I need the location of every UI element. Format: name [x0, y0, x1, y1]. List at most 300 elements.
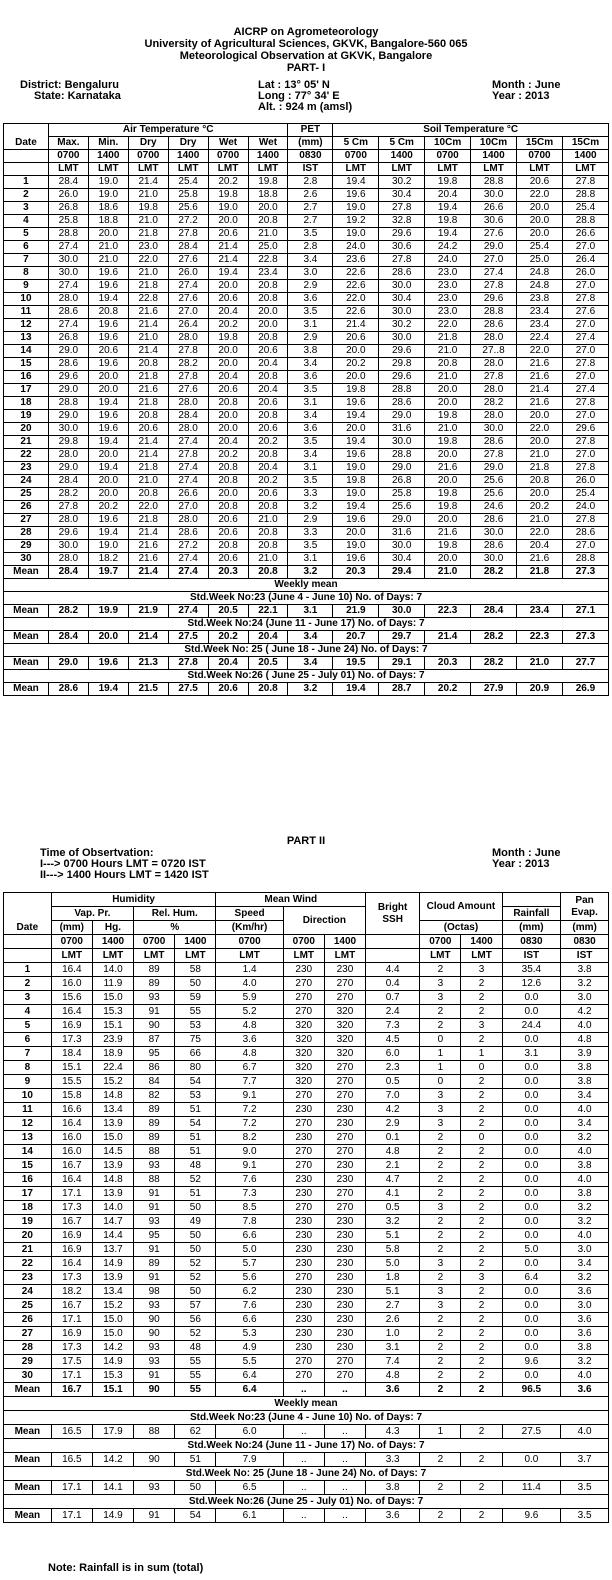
value-cell: 2: [420, 1187, 461, 1201]
value-cell: 20.0: [425, 475, 471, 488]
value-cell: 230: [324, 1103, 365, 1117]
value-cell: 3: [461, 1019, 502, 1033]
weekly-mean-cell: 27.8: [168, 657, 208, 670]
column-time-header: 0700: [333, 150, 379, 163]
table-row: [4, 1243, 609, 1257]
table-row: [4, 332, 609, 345]
value-cell: 19.4: [88, 293, 128, 306]
value-cell: 270: [283, 1201, 324, 1215]
value-cell: 3.6: [216, 1033, 283, 1047]
value-cell: 24.8: [517, 280, 563, 293]
value-cell: 3.9: [561, 1047, 609, 1061]
value-cell: 16.0: [51, 1131, 92, 1145]
value-cell: 28.4: [168, 241, 208, 254]
date-cell: 2: [4, 189, 49, 202]
value-cell: 28.6: [48, 306, 88, 319]
value-cell: 2: [461, 1089, 502, 1103]
weekly-mean-row: [4, 683, 609, 696]
column-time-header: 1400: [562, 150, 608, 163]
weekly-mean-cell: 16.5: [51, 1453, 92, 1467]
value-cell: 270: [283, 1117, 324, 1131]
value-cell: 27.8: [168, 449, 208, 462]
value-cell: 28.0: [471, 332, 517, 345]
table-row: [4, 1005, 609, 1019]
value-cell: 21.0: [425, 345, 471, 358]
value-cell: 31.6: [379, 527, 425, 540]
value-cell: 3: [420, 1285, 461, 1299]
value-cell: 22.0: [425, 319, 471, 332]
value-cell: 21.0: [425, 423, 471, 436]
value-cell: 58: [175, 963, 216, 977]
value-cell: 13.4: [92, 1285, 133, 1299]
value-cell: 230: [324, 1341, 365, 1355]
column-time-header: 1400: [175, 935, 216, 949]
column-unit-header: LMT: [333, 163, 379, 176]
weekly-mean-cell: ..: [283, 1453, 324, 1467]
value-cell: 14.5: [92, 1145, 133, 1159]
value-cell: 20.4: [248, 462, 288, 475]
value-cell: 21.4: [128, 449, 168, 462]
value-cell: 20.8: [248, 293, 288, 306]
value-cell: 3.3: [288, 527, 333, 540]
value-cell: 28.8: [471, 176, 517, 189]
column-unit-header: LMT: [425, 163, 471, 176]
value-cell: 29.8: [48, 436, 88, 449]
value-cell: 19.6: [333, 449, 379, 462]
value-cell: 25.8: [379, 488, 425, 501]
value-cell: 6.4: [216, 1369, 283, 1383]
value-cell: 0.0: [502, 1033, 561, 1047]
value-cell: 21.0: [128, 215, 168, 228]
value-cell: 19.6: [333, 553, 379, 566]
value-cell: 30.0: [379, 332, 425, 345]
table-row: [4, 1229, 609, 1243]
value-cell: 2: [420, 1131, 461, 1145]
value-cell: 21.4: [128, 436, 168, 449]
rainfall-unit: (mm): [502, 921, 561, 935]
value-cell: 91: [134, 1271, 175, 1285]
value-cell: 20.2: [208, 319, 248, 332]
value-cell: 28.8: [562, 553, 608, 566]
std-week-label-cell: Std.Week No:26 (June 25 - July 01) No. of Days: 7: [4, 1495, 609, 1509]
weekly-mean-cell: 93: [134, 1481, 175, 1495]
column-name-header: Dry: [168, 137, 208, 150]
value-cell: 19.4: [333, 176, 379, 189]
value-cell: 28.6: [471, 319, 517, 332]
column-name-header: 5 Cm: [333, 137, 379, 150]
value-cell: 27.4: [168, 553, 208, 566]
value-cell: 270: [283, 977, 324, 991]
value-cell: 17.1: [51, 1187, 92, 1201]
date-cell: 5: [4, 1019, 52, 1033]
value-cell: 18.2: [88, 553, 128, 566]
value-cell: 3.6: [288, 371, 333, 384]
value-cell: 2: [461, 1005, 502, 1019]
value-cell: 27.8: [168, 345, 208, 358]
value-cell: 17.3: [51, 1033, 92, 1047]
value-cell: 27.0: [562, 410, 608, 423]
value-cell: 28.4: [168, 410, 208, 423]
value-cell: 15.0: [92, 1131, 133, 1145]
table-row: [4, 280, 609, 293]
value-cell: 2: [461, 1187, 502, 1201]
table-row: [4, 436, 609, 449]
value-cell: 21.4: [208, 254, 248, 267]
weekly-mean-row: [4, 631, 609, 644]
date-cell: 28: [4, 1341, 52, 1355]
value-cell: 2.9: [288, 332, 333, 345]
value-cell: 20.8: [128, 358, 168, 371]
value-cell: 29.0: [48, 345, 88, 358]
value-cell: 19.6: [333, 514, 379, 527]
value-cell: 21.4: [517, 384, 563, 397]
value-cell: 86: [134, 1061, 175, 1075]
value-cell: 0.0: [502, 1229, 561, 1243]
value-cell: 230: [283, 1243, 324, 1257]
value-cell: 14.9: [92, 1355, 133, 1369]
weekly-mean-cell: 21.9: [128, 605, 168, 618]
value-cell: 17.1: [51, 1369, 92, 1383]
value-cell: 2: [420, 1313, 461, 1327]
value-cell: 0.0: [502, 1117, 561, 1131]
value-cell: 2: [461, 1369, 502, 1383]
value-cell: 2.7: [288, 202, 333, 215]
table-row: [4, 1355, 609, 1369]
value-cell: 0.5: [366, 1201, 420, 1215]
value-cell: 3.8: [561, 1187, 609, 1201]
value-cell: 4.0: [561, 1145, 609, 1159]
value-cell: 23.0: [128, 241, 168, 254]
weekly-mean-cell: 20.7: [333, 631, 379, 644]
value-cell: 28.0: [48, 449, 88, 462]
column-time-header: 0700: [134, 935, 175, 949]
value-cell: 0.0: [502, 1075, 561, 1089]
value-cell: 4.0: [561, 1229, 609, 1243]
value-cell: 2: [461, 1145, 502, 1159]
date-cell: 1: [4, 963, 52, 977]
date-cell: 18: [4, 397, 49, 410]
mean-row: [4, 1383, 609, 1397]
value-cell: 27.0: [168, 501, 208, 514]
value-cell: 19.8: [208, 332, 248, 345]
value-cell: 3.4: [561, 1117, 609, 1131]
value-cell: 3.8: [561, 1159, 609, 1173]
value-cell: 15.6: [51, 991, 92, 1005]
value-cell: 20.0: [333, 345, 379, 358]
value-cell: 2.7: [366, 1299, 420, 1313]
value-cell: 15.1: [51, 1061, 92, 1075]
date-cell: 8: [4, 1061, 52, 1075]
date-cell: 23: [4, 462, 49, 475]
value-cell: 21.8: [128, 371, 168, 384]
value-cell: 25.4: [562, 488, 608, 501]
value-cell: 20.0: [88, 449, 128, 462]
weekly-mean-cell: Mean: [4, 1453, 52, 1467]
value-cell: 14.9: [92, 1257, 133, 1271]
value-cell: 27.8: [168, 371, 208, 384]
column-time-header: 1400: [461, 935, 502, 949]
value-cell: 20.8: [517, 475, 563, 488]
value-cell: 29.6: [48, 527, 88, 540]
value-cell: 3: [420, 1257, 461, 1271]
weekly-mean-cell: 28.2: [48, 605, 88, 618]
value-cell: 2.6: [288, 189, 333, 202]
value-cell: 3.4: [288, 449, 333, 462]
value-cell: 230: [283, 1313, 324, 1327]
value-cell: 20.8: [248, 371, 288, 384]
value-cell: 27.6: [562, 306, 608, 319]
value-cell: 20.6: [208, 527, 248, 540]
rainfall-note: Note: Rainfall is in sum (total): [48, 1562, 204, 1574]
weekly-mean-cell: 17.1: [51, 1509, 92, 1523]
value-cell: 13.9: [92, 1117, 133, 1131]
weekly-mean-title: [4, 1397, 609, 1411]
table-row: [4, 977, 609, 991]
mean-cell: 2: [461, 1383, 502, 1397]
column-name-header: 15Cm: [562, 137, 608, 150]
column-unit-header: LMT: [517, 163, 563, 176]
value-cell: 270: [283, 1369, 324, 1383]
value-cell: 230: [283, 1341, 324, 1355]
value-cell: 15.0: [92, 991, 133, 1005]
date-cell: 6: [4, 1033, 52, 1047]
value-cell: 21.6: [517, 553, 563, 566]
blank-cell: [4, 935, 52, 949]
value-cell: 90: [134, 1327, 175, 1341]
value-cell: 2: [420, 1341, 461, 1355]
weekly-mean-cell: 21.3: [128, 657, 168, 670]
value-cell: 19.6: [333, 189, 379, 202]
value-cell: 19.0: [208, 202, 248, 215]
value-cell: 26.6: [471, 202, 517, 215]
weekly-mean-cell: 28.4: [48, 631, 88, 644]
weekly-mean-cell: ..: [324, 1425, 365, 1439]
value-cell: 31.6: [379, 423, 425, 436]
weekly-mean-cell: 90: [134, 1453, 175, 1467]
table-row: [4, 1271, 609, 1285]
value-cell: 20.8: [208, 397, 248, 410]
date-cell: 10: [4, 1089, 52, 1103]
date-cell: 7: [4, 254, 49, 267]
value-cell: 20.6: [248, 345, 288, 358]
mean-cell: 21.4: [128, 566, 168, 579]
value-cell: 20.8: [208, 462, 248, 475]
value-cell: 11.9: [92, 977, 133, 991]
value-cell: 25.4: [517, 241, 563, 254]
value-cell: 52: [175, 1173, 216, 1187]
value-cell: 4.5: [366, 1033, 420, 1047]
column-name-header: Min.: [88, 137, 128, 150]
table-row: [4, 1299, 609, 1313]
value-cell: 2: [461, 1313, 502, 1327]
value-cell: 19.2: [333, 215, 379, 228]
value-cell: 2: [420, 1145, 461, 1159]
value-cell: 25.6: [379, 501, 425, 514]
weekly-mean-cell: 51: [175, 1453, 216, 1467]
weekly-mean-cell: 20.4: [248, 631, 288, 644]
part1-column-units-row: [4, 163, 609, 176]
value-cell: 22.6: [333, 280, 379, 293]
value-cell: 3.2: [561, 1355, 609, 1369]
value-cell: 5.6: [216, 1271, 283, 1285]
table-row: [4, 306, 609, 319]
value-cell: 21.0: [425, 371, 471, 384]
value-cell: 22.0: [333, 293, 379, 306]
value-cell: 3: [461, 1271, 502, 1285]
value-cell: 3.2: [561, 1201, 609, 1215]
value-cell: 270: [283, 1145, 324, 1159]
date-cell: 4: [4, 215, 49, 228]
value-cell: 30.0: [471, 189, 517, 202]
value-cell: 2: [461, 977, 502, 991]
value-cell: 3.4: [288, 358, 333, 371]
table-row: [4, 1369, 609, 1383]
value-cell: 5.3: [216, 1327, 283, 1341]
mean-cell: 55: [175, 1383, 216, 1397]
value-cell: 270: [324, 1201, 365, 1215]
date-cell: 29: [4, 1355, 52, 1369]
value-cell: 3.0: [561, 991, 609, 1005]
value-cell: 20.2: [248, 436, 288, 449]
value-cell: 24.8: [517, 267, 563, 280]
value-cell: 24.0: [562, 501, 608, 514]
value-cell: 27.8: [379, 202, 425, 215]
value-cell: 7.2: [216, 1103, 283, 1117]
value-cell: 0.0: [502, 1285, 561, 1299]
value-cell: 22.0: [517, 423, 563, 436]
value-cell: 21.0: [88, 254, 128, 267]
value-cell: 22.0: [517, 345, 563, 358]
value-cell: 19.8: [128, 202, 168, 215]
value-cell: 21.4: [128, 527, 168, 540]
value-cell: 19.4: [333, 410, 379, 423]
value-cell: 2.1: [366, 1159, 420, 1173]
value-cell: 28.2: [471, 397, 517, 410]
value-cell: 21.0: [128, 475, 168, 488]
value-cell: 20.0: [333, 371, 379, 384]
value-cell: 87: [134, 1033, 175, 1047]
weekly-mean-cell: Mean: [4, 631, 49, 644]
column-time-header: 0700: [48, 150, 88, 163]
value-cell: 5.2: [216, 1005, 283, 1019]
table-row: [4, 1103, 609, 1117]
value-cell: 28.8: [48, 228, 88, 241]
weekly-mean-cell: 16.5: [51, 1425, 92, 1439]
value-cell: 19.8: [208, 189, 248, 202]
value-cell: 19.0: [333, 228, 379, 241]
value-cell: 13.9: [92, 1159, 133, 1173]
value-cell: 4.2: [366, 1103, 420, 1117]
value-cell: 20.4: [208, 306, 248, 319]
std-week-label: [4, 670, 609, 683]
column-unit-header: LMT: [324, 949, 365, 963]
value-cell: 3.4: [561, 1089, 609, 1103]
mean-cell: 2: [420, 1383, 461, 1397]
column-time-header: 1400: [471, 150, 517, 163]
value-cell: 2: [420, 1173, 461, 1187]
value-cell: 13.9: [92, 1271, 133, 1285]
mean-cell: ..: [283, 1383, 324, 1397]
value-cell: 3.0: [561, 1299, 609, 1313]
value-cell: 29.0: [471, 241, 517, 254]
value-cell: 18.6: [88, 202, 128, 215]
value-cell: 2: [420, 1327, 461, 1341]
weekly-mean-cell: 26.9: [562, 683, 608, 696]
value-cell: 20.6: [248, 397, 288, 410]
value-cell: 0.1: [366, 1131, 420, 1145]
date-cell: 25: [4, 1299, 52, 1313]
obs-time-title: Time of Obsertvation:: [40, 847, 154, 859]
value-cell: 28.0: [168, 332, 208, 345]
column-name-header: Dry: [128, 137, 168, 150]
part1-title: PART- I: [286, 62, 326, 74]
value-cell: 20.0: [425, 514, 471, 527]
value-cell: 22.0: [517, 527, 563, 540]
value-cell: 3.5: [288, 306, 333, 319]
value-cell: 2: [461, 1341, 502, 1355]
value-cell: 19.4: [333, 501, 379, 514]
table-row: [4, 202, 609, 215]
value-cell: 2.6: [366, 1313, 420, 1327]
mean-cell: 96.5: [502, 1383, 561, 1397]
column-unit-header: LMT: [134, 949, 175, 963]
value-cell: 27.2: [168, 540, 208, 553]
value-cell: 14.2: [92, 1341, 133, 1355]
value-cell: 17.1: [51, 1313, 92, 1327]
value-cell: 16.7: [51, 1215, 92, 1229]
value-cell: 90: [134, 1019, 175, 1033]
weekly-mean-title-cell: Weekly mean: [4, 1397, 609, 1411]
weekly-mean-cell: 27.7: [562, 657, 608, 670]
value-cell: 30.6: [379, 241, 425, 254]
value-cell: 1: [420, 1061, 461, 1075]
value-cell: 0.0: [502, 1187, 561, 1201]
value-cell: 3.8: [561, 1061, 609, 1075]
table-row: [4, 1215, 609, 1229]
value-cell: 30.4: [379, 553, 425, 566]
value-cell: 22.6: [333, 306, 379, 319]
value-cell: 23.8: [517, 293, 563, 306]
value-cell: 91: [134, 1201, 175, 1215]
column-time-header: 0700: [425, 150, 471, 163]
value-cell: 53: [175, 1089, 216, 1103]
value-cell: 270: [324, 1075, 365, 1089]
value-cell: 4.8: [561, 1033, 609, 1047]
value-cell: 320: [283, 1061, 324, 1075]
value-cell: 25.8: [168, 189, 208, 202]
value-cell: 230: [283, 1215, 324, 1229]
value-cell: 19.0: [333, 540, 379, 553]
table-row: [4, 1201, 609, 1215]
value-cell: 29.6: [562, 423, 608, 436]
table-row: [4, 423, 609, 436]
value-cell: 20.0: [248, 306, 288, 319]
value-cell: 27.8: [562, 397, 608, 410]
value-cell: 20.8: [248, 540, 288, 553]
table-row: [4, 410, 609, 423]
value-cell: 28.2: [168, 358, 208, 371]
value-cell: 24.0: [425, 254, 471, 267]
vap-pr-header: Vap. Pr.: [51, 907, 133, 921]
value-cell: 3.5: [288, 475, 333, 488]
value-cell: 21.4: [208, 241, 248, 254]
value-cell: 2: [420, 1229, 461, 1243]
weekly-mean-cell: 20.4: [208, 657, 248, 670]
date-cell: 30: [4, 553, 49, 566]
std-week-label-cell: Std.Week No:24 (June 11 - June 17) No. of Days: 7: [4, 618, 609, 631]
column-unit-header: IST: [561, 949, 609, 963]
value-cell: 20.8: [425, 358, 471, 371]
